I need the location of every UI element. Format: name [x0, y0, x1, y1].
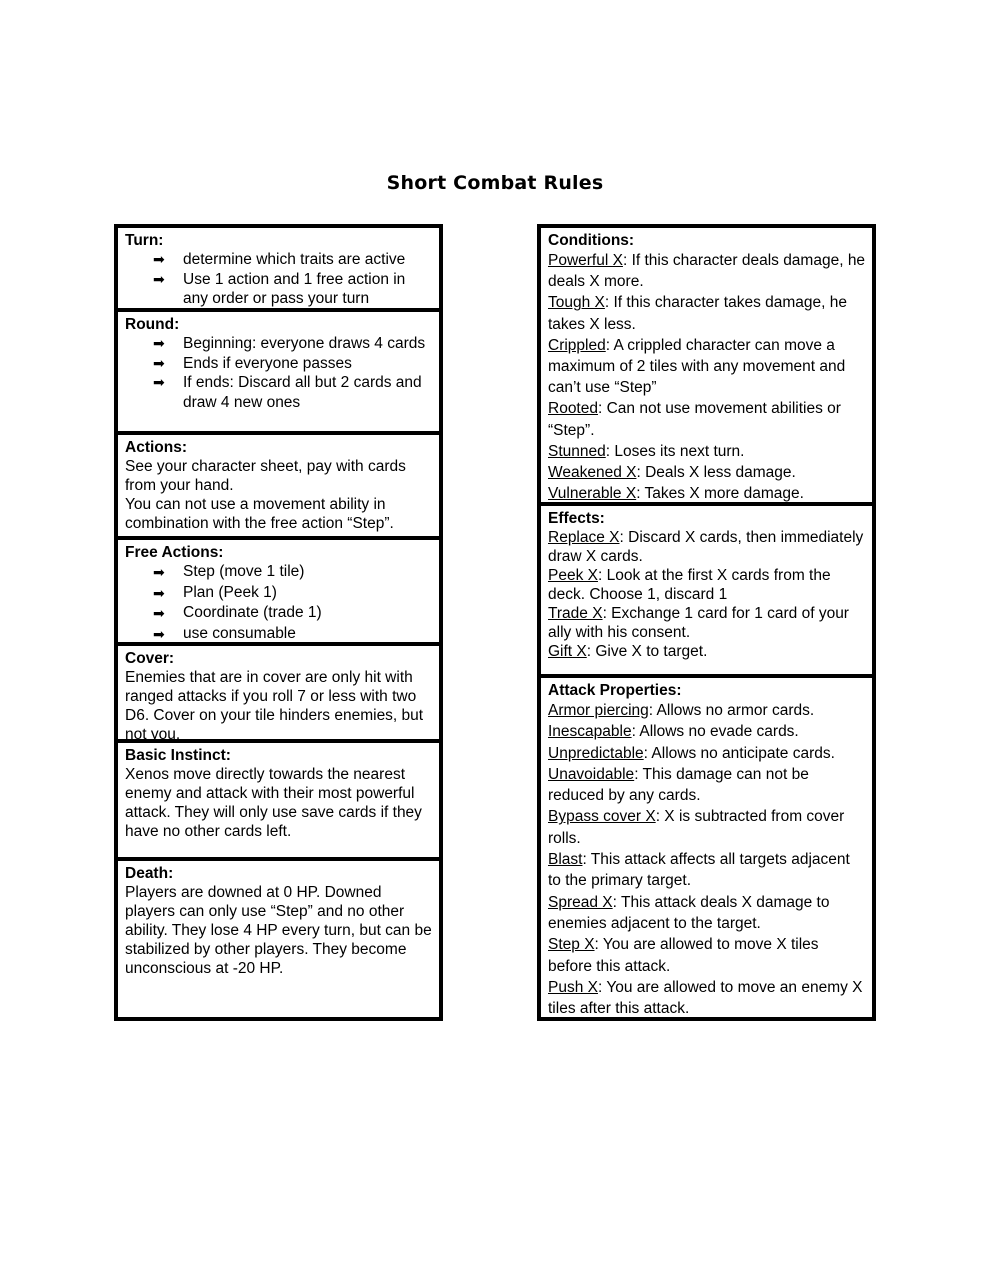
basic-instinct-section — [114, 739, 443, 861]
free-actions-section — [114, 536, 443, 646]
attack-properties-section — [537, 674, 876, 1021]
list-item: ➡ Beginning: everyone draws 4 cards — [153, 335, 426, 352]
condition-term: Weakened X — [548, 464, 637, 482]
condition-term: Crippled — [548, 336, 606, 354]
list-item: ➡ Coordinate (trade 1) — [125, 603, 439, 624]
condition-term: Stunned — [548, 442, 606, 460]
list-item: Rooted: Can not use movement abilities or “Step”. — [548, 400, 841, 439]
list-item: Weakened X: Deals X less damage. — [548, 464, 796, 482]
arrow-icon: ➡ — [153, 270, 165, 287]
property-term: Blast — [548, 851, 583, 869]
list-item: Vulnerable X: Takes X more damage. — [548, 485, 804, 503]
effects-section — [537, 502, 876, 678]
effect-term: Peek X — [548, 567, 598, 584]
arrow-icon: ➡ — [153, 374, 165, 390]
left-column — [114, 224, 443, 1021]
condition-term: Rooted — [548, 400, 598, 418]
list-item: Crippled: A crippled character can move a maximum of 2 tiles with any movement and can’t use “Step” — [548, 336, 846, 397]
turn-list — [125, 250, 439, 309]
death-title: Death: — [125, 865, 174, 882]
turn-title: Turn: — [125, 232, 164, 249]
list-item: Unpredictable: Allows no anticipate cards. — [548, 744, 835, 762]
right-column — [537, 224, 876, 1021]
round-list — [125, 334, 439, 412]
arrow-icon: ➡ — [153, 605, 165, 621]
list-item: Gift X: Give X to target. — [548, 643, 708, 660]
page-title: Short Combat Rules — [386, 172, 604, 194]
effect-term: Replace X — [548, 529, 620, 546]
list-item: Powerful X: If this character deals damage, he deals X more. — [548, 252, 866, 291]
actions-text-2: You can not use a movement ability in combination with the free action “Step”. — [125, 496, 394, 532]
list-item: ➡ Plan (Peek 1) — [125, 583, 439, 604]
list-item: Trade X: Exchange 1 card for 1 card of your ally with his consent. — [548, 605, 849, 641]
actions-text-1: See your character sheet, pay with cards from your hand. — [125, 458, 406, 494]
property-term: Spread X — [548, 893, 613, 911]
property-term: Unpredictable — [548, 744, 644, 762]
arrow-icon: ➡ — [153, 564, 165, 580]
conditions-section — [537, 224, 876, 506]
condition-term: Tough X — [548, 294, 605, 312]
list-item: Push X: You are allowed to move an enemy X tiles after this attack. — [548, 978, 863, 1018]
list-item: Replace X: Discard X cards, then immediately draw X cards. — [548, 529, 864, 565]
property-term: Inescapable — [548, 723, 632, 741]
free-actions-title: Free Actions: — [125, 544, 224, 561]
list-item: Spread X: This attack deals X damage to enemies adjacent to the target. — [548, 893, 830, 932]
death-section — [114, 857, 443, 1021]
cover-section — [114, 642, 443, 743]
list-item: Bypass cover X: X is subtracted from cover rolls. — [548, 808, 845, 847]
property-term: Bypass cover X — [548, 808, 656, 826]
arrow-icon: ➡ — [153, 625, 165, 642]
effect-term: Gift X — [548, 643, 587, 660]
arrow-icon: ➡ — [153, 251, 165, 267]
property-term: Armor piercing — [548, 702, 649, 719]
attack-properties-title: Attack Properties: — [548, 682, 682, 699]
list-item: Armor piercing: Allows no armor cards. — [548, 702, 815, 719]
condition-term: Vulnerable X — [548, 485, 637, 503]
arrow-icon: ➡ — [153, 584, 165, 601]
arrow-icon: ➡ — [153, 335, 165, 351]
death-text: Players are downed at 0 HP. Downed players can only use “Step” and no other ability. They lose 4 HP every turn, but can be stabilized by other players. They become unconscious at -20 HP. — [125, 884, 432, 977]
effect-term: Trade X — [548, 605, 603, 622]
free-actions-list — [125, 562, 439, 644]
actions-title: Actions: — [125, 439, 187, 456]
list-item: ➡ Use 1 action and 1 free action in any order or pass your turn — [153, 270, 406, 307]
round-section — [114, 308, 443, 435]
property-term: Unavoidable — [548, 765, 635, 783]
cover-title: Cover: — [125, 650, 175, 667]
list-item: ➡ If ends: Discard all but 2 cards and draw 4 new ones — [153, 374, 422, 411]
round-title: Round: — [125, 316, 180, 333]
condition-term: Powerful X — [548, 252, 623, 269]
list-item: Unavoidable: This damage can not be reduced by any cards. — [548, 765, 809, 805]
effects-title: Effects: — [548, 510, 605, 527]
list-item: Stunned: Loses its next turn. — [548, 442, 745, 460]
basic-instinct-title: Basic Instinct: — [125, 747, 231, 764]
actions-section — [114, 431, 443, 540]
cover-text: Enemies that are in cover are only hit with ranged attacks if you roll 7 or less with two D6. Cover on your tile hinders enemies, but not you. — [125, 669, 424, 743]
turn-section — [114, 224, 443, 312]
list-item: ➡ Step (move 1 tile) — [125, 562, 439, 583]
list-item: Step X: You are allowed to move X tiles before this attack. — [548, 936, 819, 975]
list-item: Inescapable: Allows no evade cards. — [548, 723, 799, 741]
basic-instinct-text: Xenos move directly towards the nearest enemy and attack with their most powerful attack. They will only use save cards if they have no other cards left. — [125, 766, 422, 840]
arrow-icon: ➡ — [153, 354, 165, 371]
list-item: ➡ Ends if everyone passes — [153, 354, 352, 372]
property-term: Push X — [548, 978, 598, 996]
list-item: ➡ determine which traits are active — [153, 251, 406, 268]
list-item: ➡ use consumable — [125, 624, 439, 645]
list-item: Blast: This attack affects all targets adjacent to the primary target. — [548, 851, 850, 890]
list-item: Tough X: If this character takes damage, he takes X less. — [548, 294, 847, 333]
property-term: Step X — [548, 936, 595, 954]
list-item: Peek X: Look at the first X cards from the deck. Choose 1, discard 1 — [548, 567, 831, 603]
conditions-title: Conditions: — [548, 232, 635, 249]
